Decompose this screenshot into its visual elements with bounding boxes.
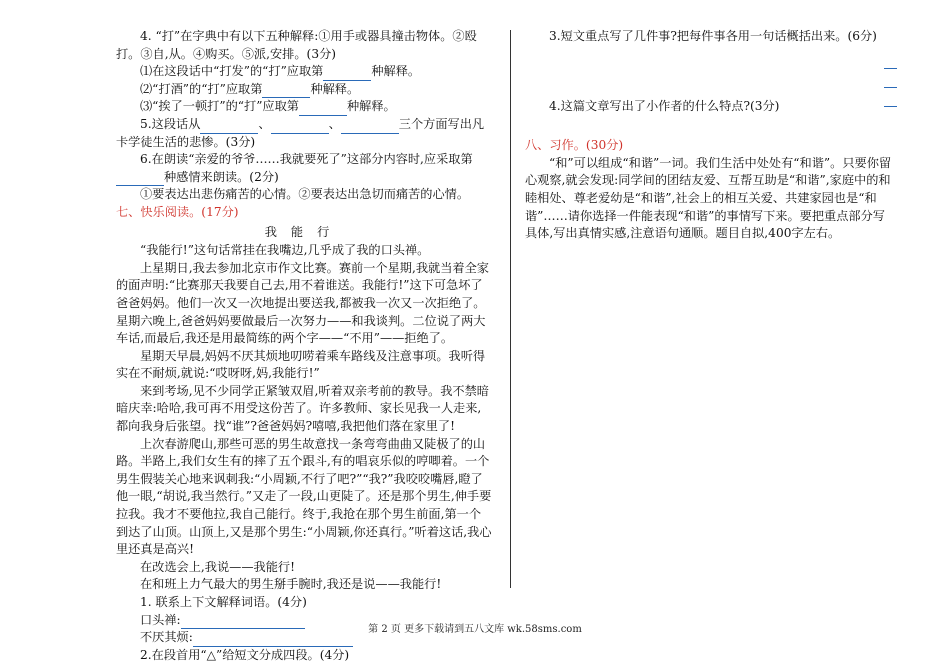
page-footer: 第 2 页 更多下载请到五八文库 wk.58sms.com [368, 624, 582, 635]
story-paragraph: 星期天早晨,妈妈不厌其烦地叨唠着乘车路线及注意事项。我听得实在不耐烦,就说:“哎呀呀,妈,我能行!” [116, 348, 486, 381]
q6-options: ①要表达出悲伤痛苦的心情。②要表达出急切而痛苦的心情。 [140, 187, 470, 202]
answer-blank[interactable] [323, 67, 371, 81]
question-1: 1. 联系上下文解释词语。(4分) [140, 595, 307, 609]
answer-blank[interactable] [200, 120, 258, 134]
essay-prompt: “和”可以组成“和谐”一词。我们生活中处处有“和谐”。只要你留心观察,就会发现:同学间的团结友爱、互帮互助是“和谐”,家庭中的和睦相处、尊老爱幼是“和谐”,社会上的相互关爱、共建家园也是“和谐”……请你选择一件能表现“和谐”的事情写下来。要把重点部分写具体,写出真情实感,注意语句通顺。题目自拟,400字左右。 [525, 155, 892, 241]
answer-blank[interactable] [299, 102, 347, 116]
column-divider [510, 30, 511, 588]
word-2: 不厌其烦: [116, 629, 492, 647]
answer-area-q3[interactable] [525, 46, 897, 98]
section-8-heading: 八、习作。(30分) [525, 138, 624, 153]
answer-blank[interactable] [116, 172, 164, 186]
story-paragraph: 上星期日,我去参加北京市作文比赛。赛前一个星期,我就当着全家的面声明:“比赛那天我要自己去,用不着谁送。我能行!”这下可急坏了爸爸妈妈。他们一次又一次地提出要送我,都被我一次又一次拒绝了。星期六晚上,爸爸妈妈要做最后一次努力——和我谈判。二位说了两大车话,而最后,我还是用最简练的两个字——“不用”——拒绝了。 [116, 260, 489, 346]
answer-blank[interactable] [271, 120, 329, 134]
answer-line[interactable] [884, 68, 897, 69]
question-4: 4.这篇文章写出了小作者的什么特点?(3分) [549, 98, 780, 113]
q4-3: ⑶“挨了一顿打”的“打”应取第 种解释。 [116, 98, 492, 116]
word-1: 口头禅: [116, 612, 492, 630]
answer-area-q4[interactable] [525, 115, 897, 137]
story-paragraph: 在和班上力气最大的男生掰手腕时,我还是说——我能行! [140, 577, 442, 592]
left-column [116, 28, 492, 664]
q4-1: ⑴在这段话中“打发”的“打”应取第 种解释。 [116, 63, 492, 81]
answer-blank[interactable] [262, 84, 310, 98]
story-paragraph: 在改选会上,我说——我能行! [140, 559, 296, 574]
q4-intro: 4. “打”在字典中有以下五种解释:①用手或器具撞击物体。②殴打。③自,从。④购买。⑤派,安排。(3分) [116, 29, 477, 61]
answer-blank[interactable] [341, 120, 399, 134]
story-paragraph: “我能行!”这句话常挂在我嘴边,几乎成了我的口头禅。 [140, 243, 430, 258]
question-3: 3.短文重点写了几件事?把每件事各用一句话概括出来。(6分) [549, 29, 877, 43]
question-2: 2.在段首用“△”给短文分成四段。(4分) [140, 647, 350, 662]
right-column [525, 28, 897, 243]
answer-line[interactable] [884, 106, 897, 107]
q6: 6.在朗读“亲爱的爷爷……我就要死了”这部分内容时,应采取第种感情来朗读。(2分) [116, 151, 492, 186]
story-paragraph: 上次春游爬山,那些可恶的男生故意找一条弯弯曲曲又陡极了的山路。半路上,我们女生有的摔了五个跟斗,有的唱哀乐似的哼唧着。一个男生假装关心地来讽刺我:“小周颖,不行了吧?”“我?”我咬咬嘴唇,瞪了他一眼,“胡说,我当然行。”又走了一段,山更陡了。还是那个男生,伸手要拉我。我才不要他拉,我自己能行。终于,我抢在那个男生前面,第一个到达了山顶。山顶上,又是那个男生:“小周颖,你还真行。”听着这话,我心里还真是高兴! [116, 436, 492, 557]
section-7-heading: 七、快乐阅读。(17分) [116, 204, 239, 219]
answer-line[interactable] [884, 87, 897, 88]
story-title: 我能行 [264, 224, 344, 239]
q5: 5.这段话从 、 、 三个方面写出凡卡学徒生活的悲惨。(3分) [116, 116, 485, 149]
q4-2: ⑵“打酒”的“打”应取第 种解释。 [116, 81, 492, 99]
story-paragraph: 来到考场,见不少同学正紧皱双眉,听着双亲考前的教导。我不禁暗暗庆幸:哈哈,我可再不用受这份苦了。许多教师、家长见我一人走来,都向我身后张望。找“谁”?爸爸妈妈?嘻嘻,我把他们落在家里了! [116, 383, 489, 434]
